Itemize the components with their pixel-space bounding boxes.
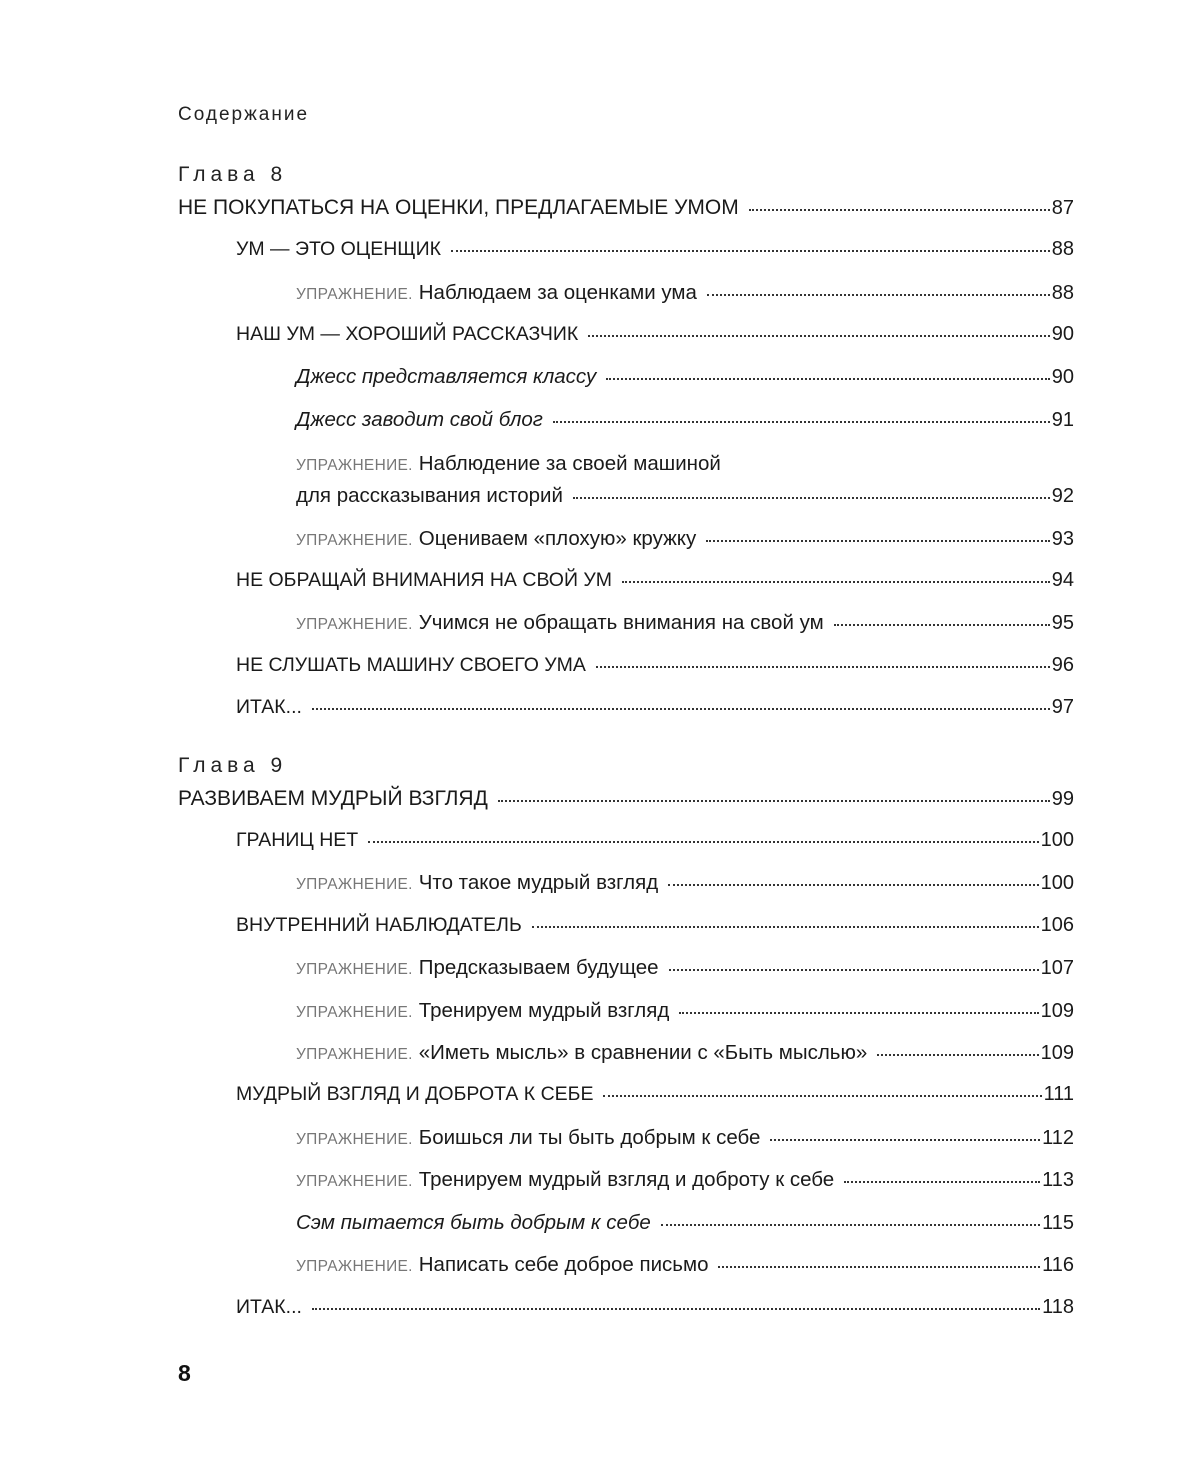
- page-number: 112: [1042, 1127, 1074, 1149]
- toc-entry[interactable]: [296, 999, 1074, 1029]
- chapter-label: Глава 9: [178, 754, 288, 777]
- dot-leader: [596, 665, 1050, 668]
- toc-entry-first-line[interactable]: [296, 452, 721, 476]
- toc-entry[interactable]: [296, 871, 1074, 901]
- page-number: 107: [1040, 957, 1074, 979]
- toc-entry[interactable]: [236, 696, 1074, 726]
- toc-entry[interactable]: [236, 914, 1074, 944]
- exercise-tag: УПРАЖНЕНИЕ.: [296, 1131, 413, 1148]
- dot-leader: [622, 580, 1050, 583]
- dot-leader: [553, 420, 1050, 423]
- page-number: 97: [1051, 696, 1074, 718]
- dot-leader: [877, 1053, 1038, 1056]
- exercise-tag: УПРАЖНЕНИЕ.: [296, 961, 413, 978]
- page-number: 115: [1042, 1212, 1074, 1234]
- toc-entry[interactable]: [296, 1041, 1074, 1071]
- dot-leader: [679, 1011, 1038, 1014]
- toc-entry[interactable]: [296, 956, 1074, 986]
- dot-leader: [749, 208, 1050, 211]
- chapter-title: РАЗВИВАЕМ МУДРЫЙ ВЗГЛЯД: [178, 787, 488, 810]
- dot-leader: [844, 1180, 1040, 1183]
- section-title: УМ — ЭТО ОЦЕНЩИК: [236, 238, 441, 260]
- page-number: 106: [1040, 914, 1074, 936]
- page-number: 111: [1043, 1083, 1074, 1105]
- page-number: 116: [1042, 1254, 1074, 1276]
- page-number: 90: [1051, 366, 1074, 388]
- dot-leader: [661, 1223, 1040, 1226]
- dot-leader: [668, 883, 1038, 886]
- dot-leader: [368, 840, 1038, 843]
- exercise-tag: УПРАЖНЕНИЕ.: [296, 876, 413, 893]
- toc-entry[interactable]: [236, 323, 1074, 353]
- toc-entry[interactable]: [236, 654, 1074, 684]
- page-number: 99: [1051, 788, 1074, 810]
- page-number: 90: [1051, 323, 1074, 345]
- toc-entry[interactable]: [236, 238, 1074, 268]
- page-number: 109: [1040, 1042, 1074, 1064]
- dot-leader: [532, 925, 1039, 928]
- exercise-title: Учимся не обращать внимания на свой ум: [418, 611, 824, 634]
- page-number: 93: [1051, 528, 1074, 550]
- section-title: ВНУТРЕННИЙ НАБЛЮДАТЕЛЬ: [236, 914, 522, 936]
- exercise-title: «Иметь мысль» в сравнении с «Быть мыслью»: [418, 1041, 868, 1064]
- exercise-title: Тренируем мудрый взгляд: [418, 999, 670, 1022]
- exercise-title: Написать себе доброе письмо: [418, 1253, 709, 1276]
- page-number: 96: [1051, 654, 1074, 676]
- story-title: Джесс представляется классу: [296, 365, 597, 388]
- toc-entry[interactable]: [236, 1296, 1074, 1326]
- running-head: Содержание: [178, 104, 310, 125]
- page-number: 113: [1042, 1169, 1074, 1191]
- dot-leader: [312, 707, 1050, 710]
- toc-entry[interactable]: [296, 611, 1074, 641]
- section-title: НАШ УМ — ХОРОШИЙ РАССКАЗЧИК: [236, 323, 579, 345]
- exercise-tag: УПРАЖНЕНИЕ.: [296, 616, 413, 633]
- exercise-title: Оцениваем «плохую» кружку: [418, 527, 697, 550]
- toc-entry[interactable]: [296, 1211, 1074, 1241]
- exercise-title: Боишься ли ты быть добрым к себе: [418, 1126, 761, 1149]
- exercise-tag: УПРАЖНЕНИЕ.: [296, 457, 413, 474]
- page-number: 87: [1051, 197, 1074, 219]
- exercise-title: Предсказываем будущее: [418, 956, 659, 979]
- exercise-title: Наблюдение за своей машиной: [418, 452, 721, 475]
- dot-leader: [451, 249, 1050, 252]
- section-title: НЕ СЛУШАТЬ МАШИНУ СВОЕГО УМА: [236, 654, 586, 676]
- page-number: 88: [1051, 238, 1074, 260]
- exercise-tag: УПРАЖНЕНИЕ.: [296, 1004, 413, 1021]
- chapter-title-row[interactable]: [178, 196, 1074, 226]
- toc-entry[interactable]: [296, 1253, 1074, 1283]
- toc-entry[interactable]: [296, 1168, 1074, 1198]
- dot-leader: [706, 539, 1049, 542]
- section-title: ГРАНИЦ НЕТ: [236, 829, 359, 851]
- toc-entry[interactable]: [296, 1126, 1074, 1156]
- section-title: МУДРЫЙ ВЗГЛЯД И ДОБРОТА К СЕБЕ: [236, 1083, 594, 1105]
- page-number: 100: [1040, 829, 1074, 851]
- story-title: Сэм пытается быть добрым к себе: [296, 1211, 651, 1234]
- toc-entry[interactable]: [236, 829, 1074, 859]
- dot-leader: [669, 968, 1039, 971]
- exercise-tag: УПРАЖНЕНИЕ.: [296, 286, 413, 303]
- page-number: 94: [1051, 569, 1074, 591]
- dot-leader: [573, 496, 1050, 499]
- chapter-label: Глава 8: [178, 163, 288, 186]
- dot-leader: [603, 1094, 1041, 1097]
- page-number: 88: [1051, 282, 1074, 304]
- toc-entry[interactable]: [236, 1083, 1074, 1113]
- dot-leader: [770, 1138, 1040, 1141]
- toc-entry[interactable]: [296, 408, 1074, 438]
- chapter-title: НЕ ПОКУПАТЬСЯ НА ОЦЕНКИ, ПРЕДЛАГАЕМЫЕ УМОМ: [178, 196, 739, 219]
- dot-leader: [312, 1307, 1040, 1310]
- page-number: 91: [1051, 409, 1074, 431]
- toc-entry[interactable]: [296, 527, 1074, 557]
- exercise-title: Тренируем мудрый взгляд и доброту к себе: [418, 1168, 835, 1191]
- story-title: Джесс заводит свой блог: [296, 408, 543, 431]
- toc-entry[interactable]: [236, 569, 1074, 599]
- toc-entry[interactable]: [296, 281, 1074, 311]
- chapter-title-row[interactable]: [178, 787, 1074, 817]
- page-number: 92: [1051, 485, 1074, 507]
- dot-leader: [718, 1265, 1040, 1268]
- section-title: НЕ ОБРАЩАЙ ВНИМАНИЯ НА СВОЙ УМ: [236, 569, 613, 591]
- dot-leader: [606, 377, 1050, 380]
- toc-entry[interactable]: [296, 484, 1074, 514]
- exercise-title: Наблюдаем за оценками ума: [418, 281, 697, 304]
- page-folio: 8: [178, 1360, 191, 1386]
- exercise-title: Что такое мудрый взгляд: [418, 871, 659, 894]
- toc-entry[interactable]: [296, 365, 1074, 395]
- page-number: 109: [1040, 1000, 1074, 1022]
- page-number: 100: [1040, 872, 1074, 894]
- page-number: 95: [1051, 612, 1074, 634]
- exercise-tag: УПРАЖНЕНИЕ.: [296, 1046, 413, 1063]
- dot-leader: [834, 623, 1050, 626]
- dot-leader: [588, 334, 1050, 337]
- page-number: 118: [1042, 1296, 1074, 1318]
- exercise-tag: УПРАЖНЕНИЕ.: [296, 1173, 413, 1190]
- section-title: ИТАК...: [236, 696, 302, 718]
- exercise-tag: УПРАЖНЕНИЕ.: [296, 532, 413, 549]
- exercise-tag: УПРАЖНЕНИЕ.: [296, 1258, 413, 1275]
- dot-leader: [707, 293, 1050, 296]
- exercise-title: для рассказывания историй: [296, 484, 563, 507]
- section-title: ИТАК...: [236, 1296, 302, 1318]
- dot-leader: [498, 799, 1050, 802]
